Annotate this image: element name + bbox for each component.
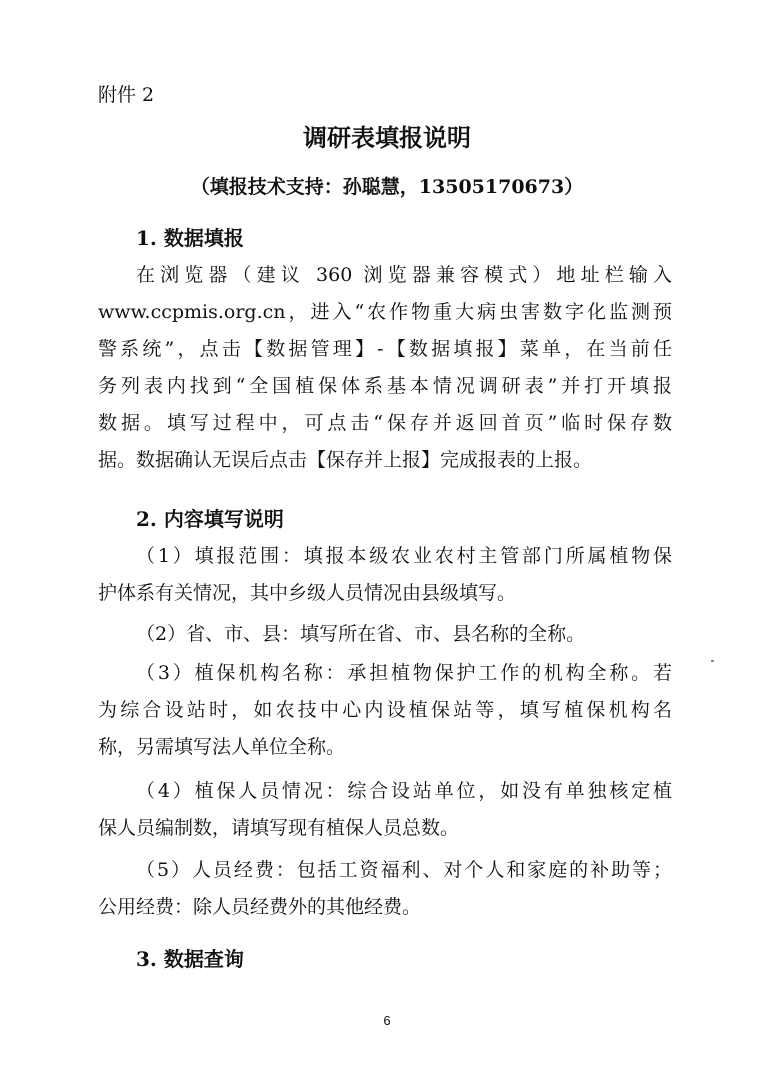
paragraph-institution-name	[98, 655, 672, 766]
paragraph-line: 据。数据确认无误后点击【保存并上报】完成报表的上报。	[98, 449, 593, 471]
scan-speck	[711, 660, 714, 662]
paragraph-line: 在浏览器（建议 360 浏览器兼容模式）地址栏输入	[136, 264, 672, 286]
paragraph-line: （1）填报范围：填报本级农业农村主管部门所属植物保	[136, 545, 672, 567]
paragraph-line: 称，另需填写法人单位全称。	[98, 736, 346, 758]
page-number: 6	[383, 1013, 391, 1028]
page-title: 调研表填报说明	[303, 123, 471, 152]
paragraph-data-entry	[98, 257, 672, 479]
paragraph-line: （3）植保机构名称：承担植物保护工作的机构全称。若	[136, 662, 672, 684]
paragraph-line: （4）植保人员情况：综合设站单位，如没有单独核定植	[136, 780, 672, 802]
section-heading-data-entry: 1. 数据填报	[136, 226, 244, 250]
paragraph-line: 警系统”，点击【数据管理】-【数据填报】菜单，在当前任	[98, 338, 672, 360]
section-heading-data-query: 3. 数据查询	[136, 947, 244, 971]
paragraph-line: 保人员编制数，请填写现有植保人员总数。	[98, 817, 460, 839]
paragraph-staff-situation	[98, 773, 672, 847]
paragraph-scope	[98, 538, 672, 612]
paragraph-line: www.ccpmis.org.cn，进入“农作物重大病虫害数字化监测预	[98, 301, 672, 323]
paragraph-line: 务列表内找到“全国植保体系基本情况调研表”并打开填报	[98, 375, 672, 397]
attachment-label: 附件 2	[98, 84, 155, 106]
paragraph-expenses	[98, 852, 672, 926]
paragraph-line: 护体系有关情况，其中乡级人员情况由县级填写。	[98, 582, 517, 604]
paragraph-line: （5）人员经费：包括工资福利、对个人和家庭的补助等；	[136, 859, 672, 881]
paragraph-line: （2）省、市、县：填写所在省、市、县名称的全称。	[136, 623, 586, 645]
section-heading-content-instructions: 2. 内容填写说明	[136, 507, 284, 531]
paragraph-line: 为综合设站时，如农技中心内设植保站等，填写植保机构名	[98, 699, 672, 721]
support-contact: （填报技术支持：孙聪慧，13505170673）	[190, 176, 584, 198]
paragraph-line: 公用经费：除人员经费外的其他经费。	[98, 896, 422, 918]
paragraph-line: 数据。填写过程中，可点击“保存并返回首页”临时保存数	[98, 412, 672, 434]
paragraph-province-city-county	[98, 616, 672, 653]
